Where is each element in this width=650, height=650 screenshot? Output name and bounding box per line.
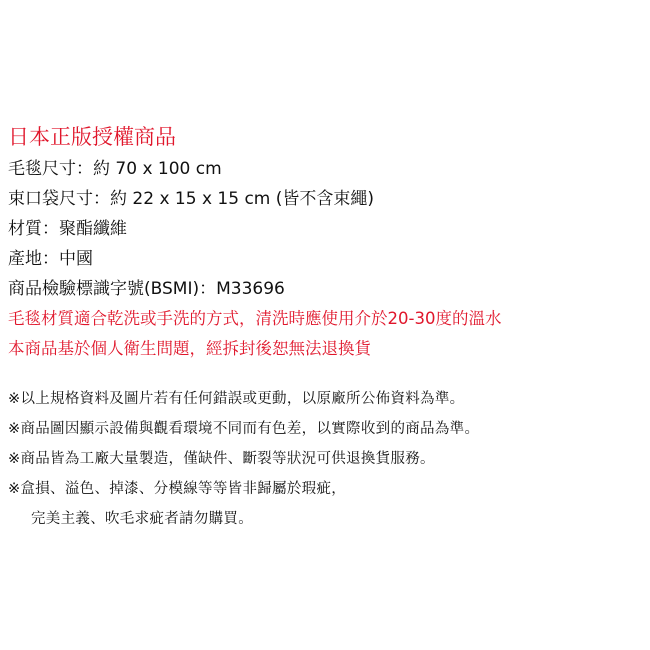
bsmi-text: 商品檢驗標識字號(BSMI)：M33696 xyxy=(8,279,285,299)
note-defects-continued: 完美主義、吹毛求疵者請勿購買。 xyxy=(31,511,253,527)
note-spec-disclaimer: ※以上規格資料及圖片若有任何錯誤或更動，以原廠所公佈資料為準。 xyxy=(8,391,465,407)
blanket-size-text: 毛毯尺寸：約 70 x 100 cm xyxy=(8,159,222,179)
origin-text: 產地：中國 xyxy=(8,249,93,269)
product-description xyxy=(8,124,644,534)
notes-section xyxy=(8,384,644,534)
material-text: 材質：聚酯纖維 xyxy=(8,219,127,239)
bag-size-text: 束口袋尺寸：約 22 x 15 x 15 cm (皆不含束繩) xyxy=(8,189,375,209)
note-defects: ※盒損、溢色、掉漆、分模線等等皆非歸屬於瑕疵， xyxy=(8,481,347,497)
hygiene-warning: 本商品基於個人衛生問題，經拆封後恕無法退換貨 xyxy=(8,339,371,358)
product-title: 日本正版授權商品 xyxy=(8,125,176,149)
note-return-policy: ※商品皆為工廠大量製造，僅缺件、斷裂等狀況可供退換貨服務。 xyxy=(8,451,435,467)
note-color-difference: ※商品圖因顯示設備與觀看環境不同而有色差，以實際收到的商品為準。 xyxy=(8,421,480,437)
washing-warning: 毛毯材質適合乾洗或手洗的方式，清洗時應使用介於20-30度的溫水 xyxy=(8,309,502,328)
